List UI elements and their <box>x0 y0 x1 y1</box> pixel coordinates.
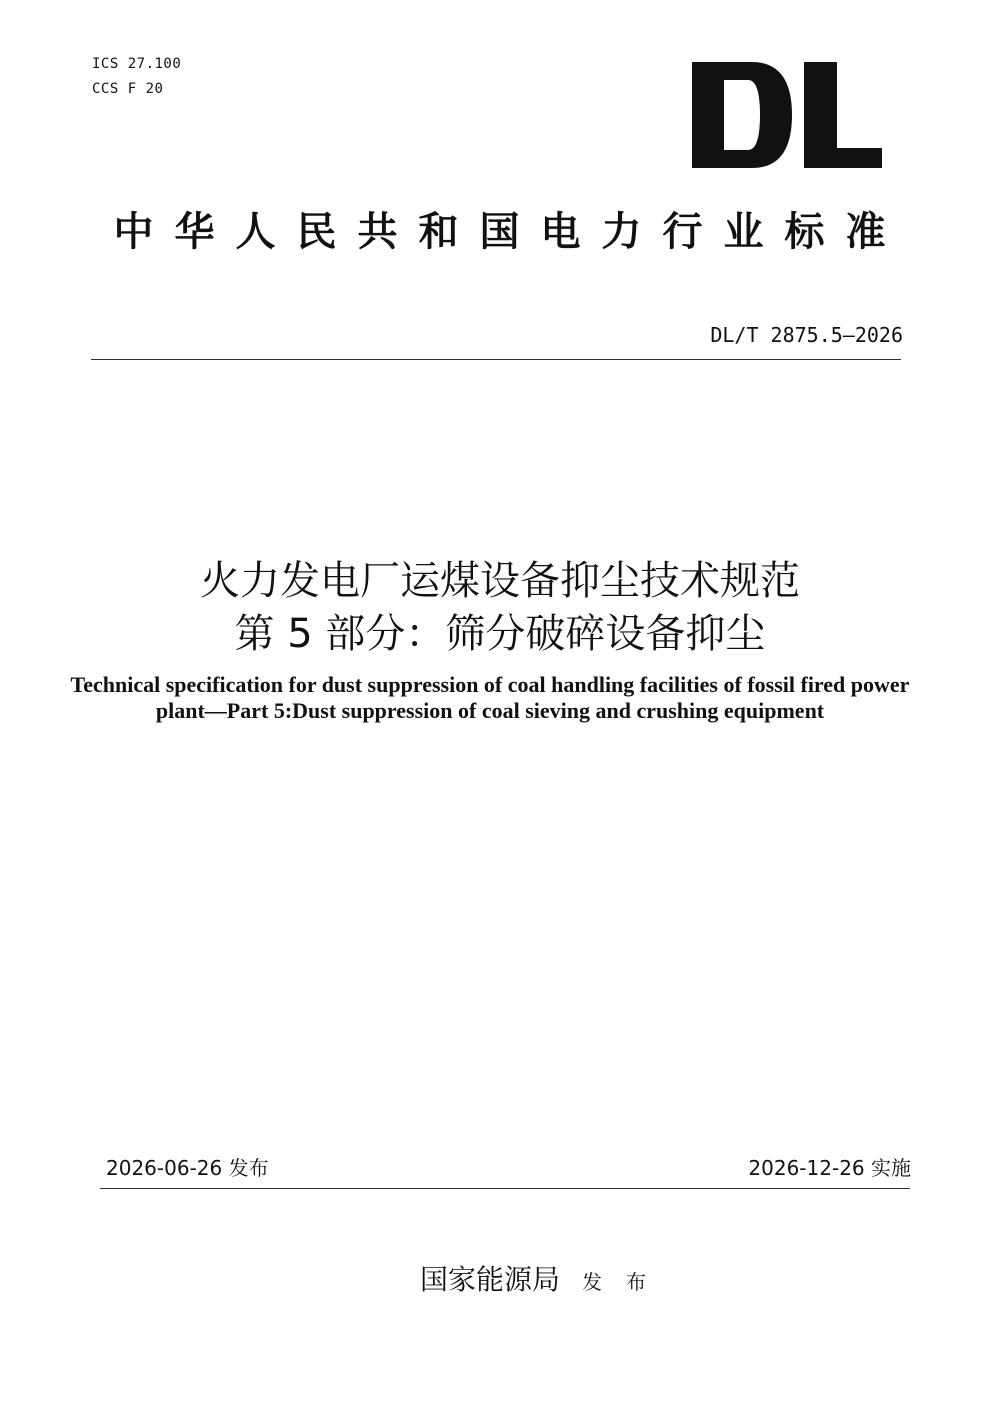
chinese-title-line-1: 火力发电厂运煤设备抑尘技术规范 <box>200 558 800 604</box>
implementation-date: 2026-12-26 实施 <box>748 1156 911 1180</box>
publisher-name: 国家能源局 <box>420 1263 561 1296</box>
english-title: Technical specification for dust suppression of coal handling facilities of fossil fired power plant—Part 5:Dust suppression of coal sieving and crushing equipment <box>70 672 910 723</box>
ics-code: ICS 27.100 <box>92 56 182 72</box>
chinese-title-line-2: 第 5 部分：筛分破碎设备抑尘 <box>234 611 766 657</box>
issue-date: 2026-06-26 发布 <box>106 1156 269 1180</box>
top-divider <box>91 359 901 360</box>
classification-codes <box>92 52 181 102</box>
bottom-divider <box>100 1188 910 1189</box>
standard-number: DL/T 2875.5—2026 <box>710 323 903 347</box>
ccs-code: CCS F 20 <box>92 81 164 97</box>
publisher-line <box>420 1258 670 1298</box>
dl-logo <box>692 62 882 168</box>
chinese-title <box>0 555 1000 661</box>
standard-category-title: 中华人民共和国电力行业标准 <box>113 209 907 255</box>
publish-action: 发布 <box>582 1270 671 1294</box>
